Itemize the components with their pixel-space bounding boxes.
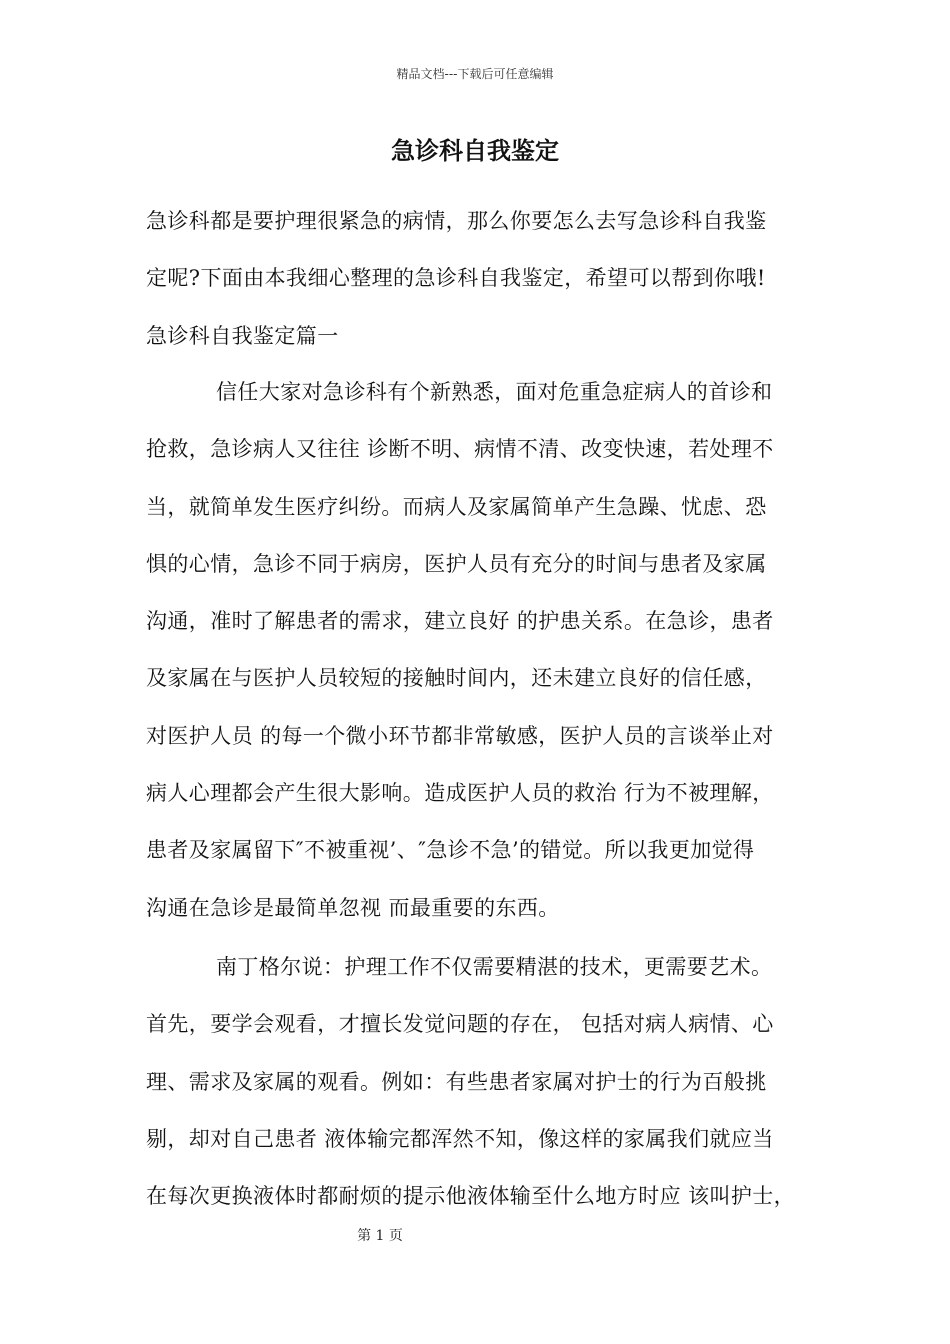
paragraph-line: 首先，要学会观看，才擅长发觉问题的存在， 包括对病人病情、心 <box>146 1012 774 1037</box>
paragraph-line: 当，就简单发生医疗纠纷。而病人及家属简单产生急躁、忧虑、恐 <box>146 494 767 519</box>
page-header: 精品文档---下载后可任意编辑 <box>396 67 554 81</box>
paragraph-line: 抢救，急诊病人又往往 诊断不明、病情不清、改变快速，若处理不 <box>146 437 774 462</box>
intro-block <box>146 193 811 365</box>
document-title: 急诊科自我鉴定 <box>391 137 559 165</box>
paragraph-line: 在每次更换液体时都耐烦的提示他液体输至什么地方时应 该叫护士， <box>146 1184 796 1209</box>
intro-line: 定呢?下面由本我细心整理的急诊科自我鉴定，希望可以帮到你哦! <box>146 266 766 291</box>
paragraph-1 <box>146 364 811 937</box>
paragraph-line: 沟通，准时了解患者的需求，建立良好 的护患关系。在急诊，患者 <box>146 609 774 634</box>
paragraph-line: 及家属在与医护人员较短的接触时间内，还未建立良好的信任感， <box>146 666 767 691</box>
page-number: 第 1 页 <box>357 1228 403 1244</box>
paragraph-line: 信任大家对急诊科有个新熟悉，面对危重急症病人的首诊和 <box>216 380 773 404</box>
paragraph-line: 南丁格尔说：护理工作不仅需要精湛的技术，更需要艺术。 <box>216 955 773 979</box>
paragraph-2 <box>146 939 811 1225</box>
section-heading: 急诊科自我鉴定篇一 <box>146 323 339 348</box>
paragraph-line: 剔，却对自己患者 液体输完都浑然不知，像这样的家属我们就应当 <box>146 1126 774 1151</box>
paragraph-line: 沟通在急诊是最简单忽视 而最重要的东西。 <box>146 895 560 920</box>
intro-line: 急诊科都是要护理很紧急的病情，那么你要怎么去写急诊科自我鉴 <box>146 209 767 233</box>
paragraph-line: 理、需求及家属的观看。例如：有些患者家属对护士的行为百般挑 <box>146 1069 767 1094</box>
paragraph-line: 病人心理都会产生很大影响。造成医护人员的救治 行为不被理解， <box>146 781 774 806</box>
paragraph-line: 惧的心情，急诊不同于病房，医护人员有充分的时间与患者及家属 <box>146 551 767 576</box>
paragraph-line: 患者及家属留下″不被重视’、″急诊不急’的错觉。所以我更加觉得 <box>146 838 755 863</box>
paragraph-line: 对医护人员 的每一个微小环节都非常敏感，医护人员的言谈举止对 <box>146 723 774 748</box>
